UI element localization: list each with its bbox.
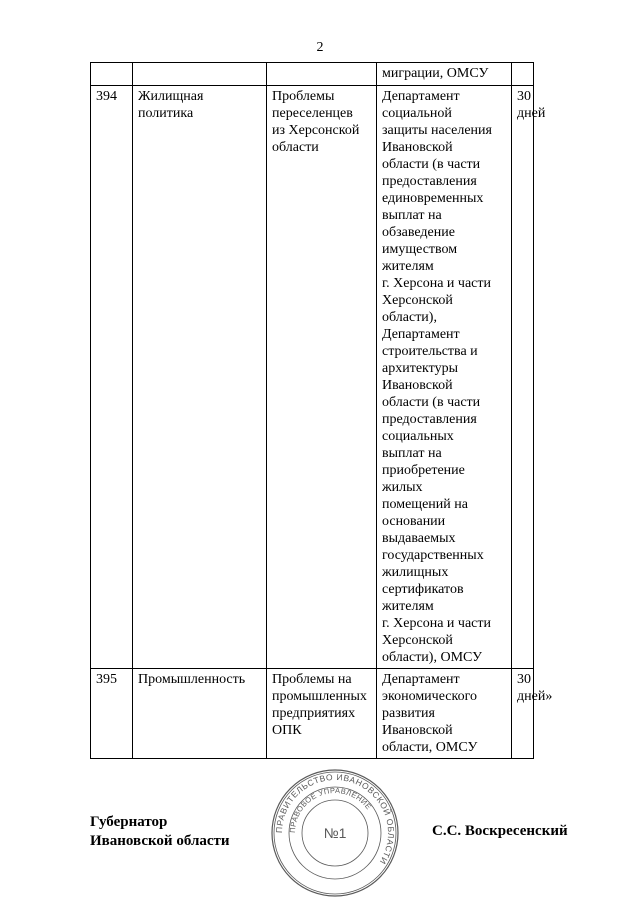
official-stamp: [270, 768, 400, 898]
cell-num: [91, 63, 133, 86]
signatory-title-line1: Губернатор: [90, 814, 168, 830]
assignment-table: [90, 62, 553, 759]
cell-sphere: Жилищная политика: [133, 86, 267, 669]
cell-num: 394: [91, 86, 133, 669]
cell-term: 30 дней: [512, 86, 534, 669]
cell-term: 30 дней»: [512, 669, 534, 759]
stamp-inner-text: ПРАВОВОЕ УПРАВЛЕНИЕ: [287, 785, 374, 834]
table-row: [91, 669, 534, 759]
signatory-title: [90, 813, 230, 851]
cell-topic: Проблемы переселенцев из Херсонской области: [267, 86, 377, 669]
signatory-name: С.С. Воскресенский: [432, 823, 568, 839]
signatory-title-line2: Ивановской области: [90, 833, 230, 849]
table-row: [91, 86, 534, 669]
cell-responsible: Департамент экономического развития Ивановской области, ОМСУ: [377, 669, 512, 759]
cell-sphere: Промышленность: [133, 669, 267, 759]
cell-topic: Проблемы на промышленных предприятиях ОПК: [267, 669, 377, 759]
cell-num: 395: [91, 669, 133, 759]
page-number: 2: [316, 40, 324, 55]
cell-topic: [267, 63, 377, 86]
stamp-center-text: №1: [323, 825, 347, 841]
table-row-continuation: [91, 63, 534, 86]
cell-responsible: миграции, ОМСУ: [377, 63, 512, 86]
cell-term: [512, 63, 534, 86]
cell-responsible: Департамент социальной защиты населения Ивановской области (в части предоставления единовременных выплат на обзаведение имуществом жителям г. Херсона и части Херсонской области), Департамент строительства и архитектуры Ивановской области (в части предоставления социальных выплат на приобретение жилых помещений на основании выдаваемых государственных жилищных сертификатов жителям г. Херсона и части Херсонской области), ОМСУ: [377, 86, 512, 669]
cell-sphere: [133, 63, 267, 86]
stamp-outer-text: ПРАВИТЕЛЬСТВО ИВАНОВСКОЙ ОБЛАСТИ: [273, 771, 397, 867]
